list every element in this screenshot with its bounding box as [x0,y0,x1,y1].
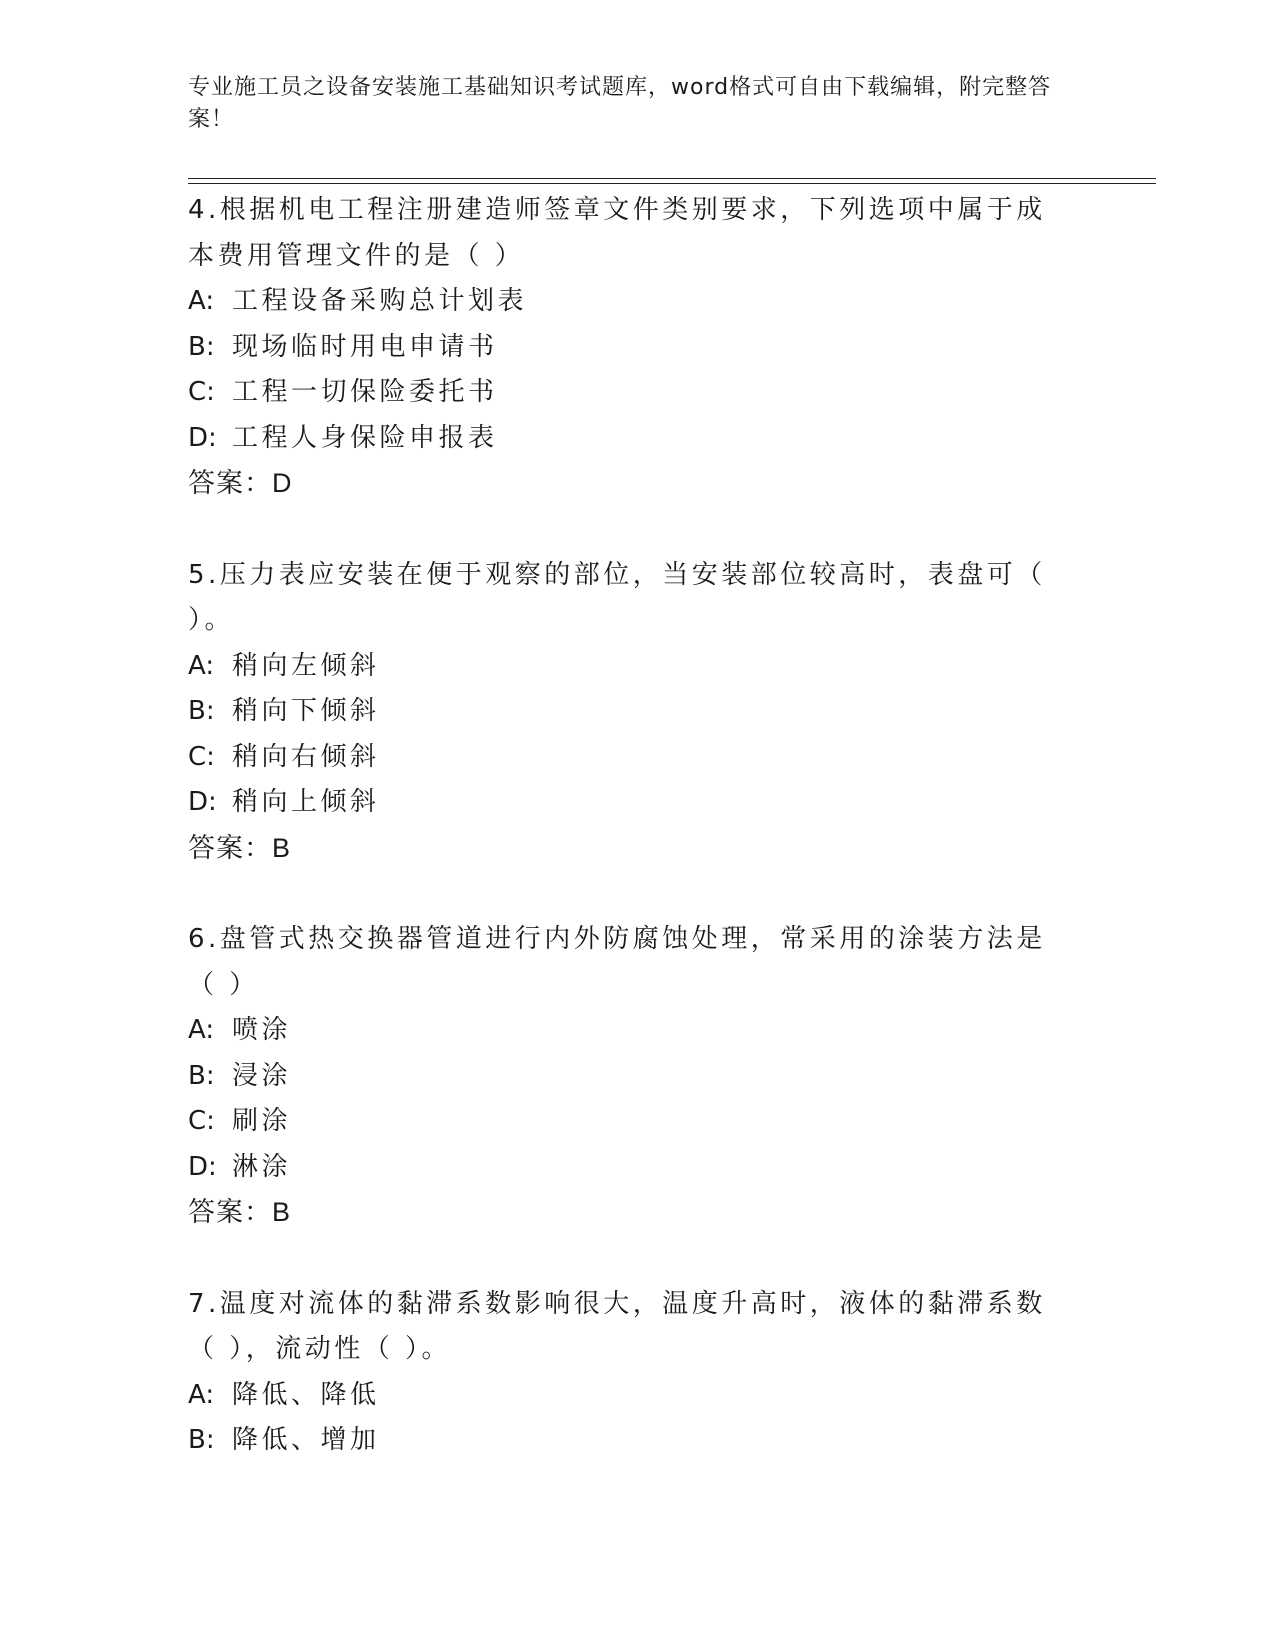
option-d [188,416,1068,462]
option-c [188,370,1068,416]
question-spacer [188,507,1068,553]
option-letter: D: [188,1151,217,1182]
question-5 [188,553,1068,872]
option-text: 降低、降低 [232,1379,380,1410]
option-text: 刷涂 [232,1106,292,1136]
option-b [188,1418,1068,1464]
option-letter: A: [188,650,215,681]
answer: 答案：B [188,1197,292,1227]
option-letter: B: [188,331,215,362]
option-c [188,735,1068,781]
question-stem: 6.盘管式热交换器管道进行内外防腐蚀处理，常采用的涂装方法是（ ） [188,924,1046,1000]
option-text: 工程一切保险委托书 [232,377,498,407]
option-text: 工程设备采购总计划表 [232,286,528,316]
option-d [188,780,1068,826]
option-letter: C: [188,1106,215,1136]
question-6 [188,917,1068,1236]
option-b [188,689,1068,735]
option-letter: B: [188,1060,215,1091]
option-text: 工程人身保险申报表 [232,422,498,453]
option-letter: B: [188,1425,215,1455]
question-spacer [188,871,1068,917]
option-text: 稍向右倾斜 [232,741,380,772]
option-text: 稍向左倾斜 [232,650,380,681]
option-a [188,279,1068,325]
option-text: 浸涂 [232,1060,292,1091]
option-text: 降低、增加 [232,1425,380,1455]
question-list [188,188,1068,1464]
option-letter: A: [188,286,215,316]
question-spacer [188,1236,1068,1282]
option-b [188,1054,1068,1100]
option-a [188,1008,1068,1054]
question-4 [188,188,1068,507]
question-stem: 7.温度对流体的黏滞系数影响很大，温度升高时，液体的黏滞系数（ ），流动性（ ）。 [188,1288,1046,1364]
header-divider-top [188,178,1156,179]
option-letter: A: [188,1379,215,1410]
option-d [188,1145,1068,1191]
option-letter: D: [188,422,217,453]
option-b [188,325,1068,371]
question-7 [188,1282,1068,1464]
header-divider-bottom [188,183,1156,184]
answer: 答案：D [188,468,293,498]
option-letter: A: [188,1015,215,1045]
option-a [188,1373,1068,1419]
option-letter: B: [188,696,215,726]
option-text: 现场临时用电申请书 [232,331,498,362]
document-header: 专业施工员之设备安装施工基础知识考试题库，word格式可自由下载编辑，附完整答案！ [188,75,1052,132]
option-letter: C: [188,377,215,407]
option-text: 淋涂 [232,1151,292,1182]
option-c [188,1099,1068,1145]
option-a [188,644,1068,690]
option-text: 喷涂 [232,1015,292,1045]
option-letter: C: [188,741,215,772]
option-letter: D: [188,787,217,817]
option-text: 稍向上倾斜 [232,787,380,817]
answer: 答案：B [188,832,292,863]
question-stem: 4.根据机电工程注册建造师签章文件类别要求，下列选项中属于成本费用管理文件的是（ ） [188,195,1046,271]
option-text: 稍向下倾斜 [232,696,380,726]
question-stem: 5.压力表应安装在便于观察的部位，当安装部位较高时，表盘可（ ）。 [188,559,1046,635]
